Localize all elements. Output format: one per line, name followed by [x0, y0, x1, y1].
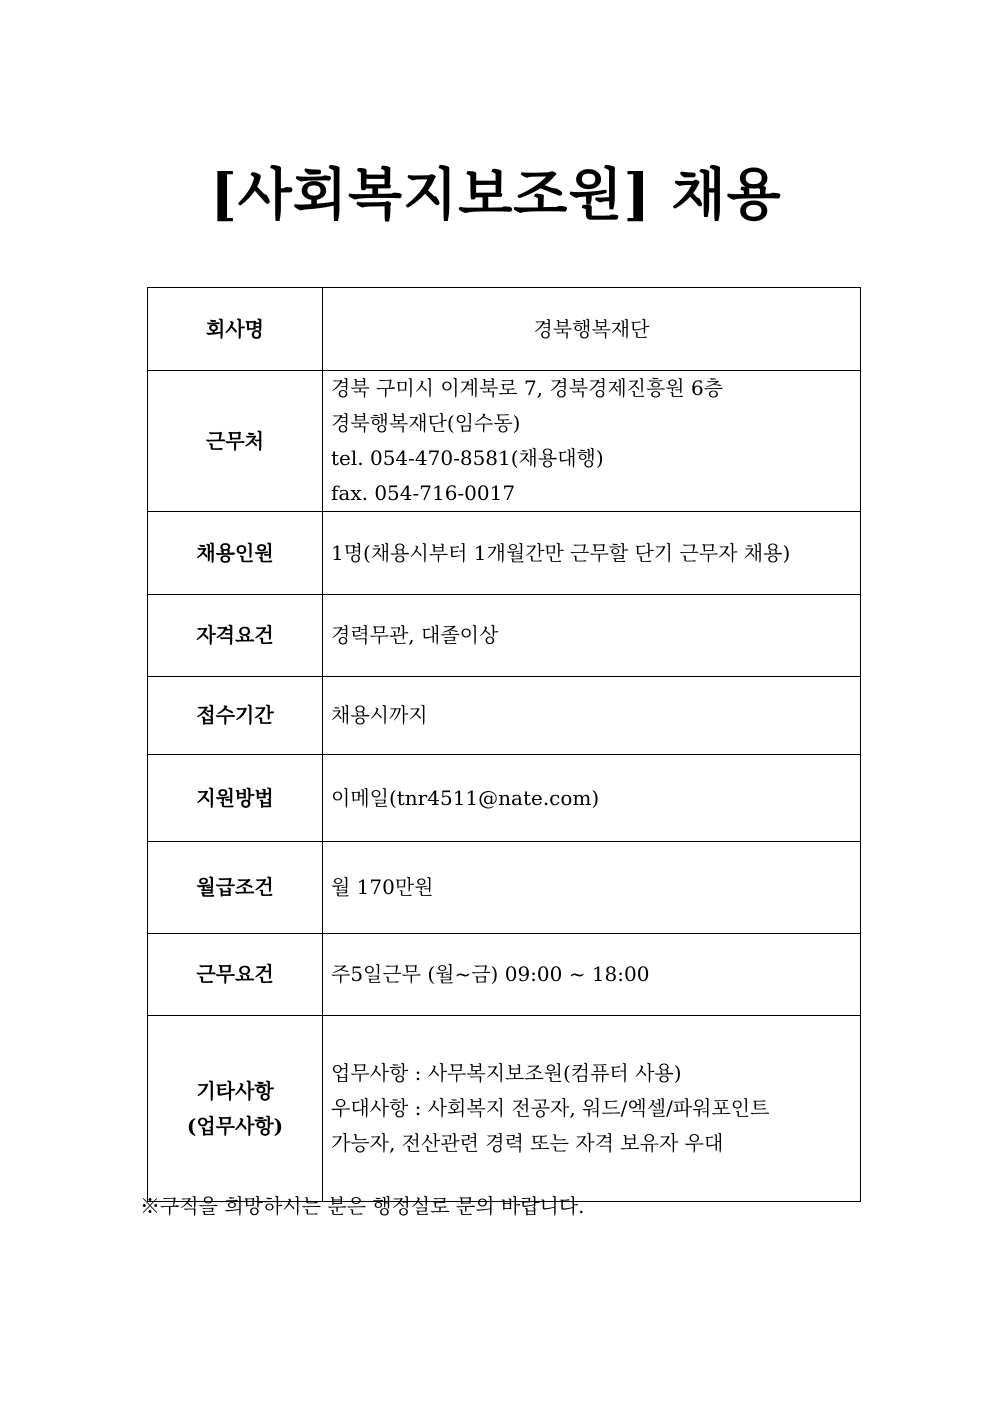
value-etc [323, 1016, 861, 1202]
workplace-tel: tel. 054-470-8581(채용대행) [331, 446, 604, 470]
footnote: ※구직을 희망하시는 분은 행정실로 문의 바랍니다. [140, 1194, 585, 1218]
page-title: [사회복지보조원] 채용 [210, 162, 782, 228]
value-workplace [323, 371, 861, 512]
workplace-fax: fax. 054-716-0017 [331, 481, 516, 505]
label-hours: 근무요건 [148, 934, 323, 1016]
value-company: 경북행복재단 [323, 288, 861, 371]
label-etc-line1: 기타사항 [196, 1078, 274, 1103]
row-hours [148, 934, 861, 1016]
label-method: 지원방법 [148, 755, 323, 842]
workplace-name: 경북행복재단(임수동) [331, 411, 521, 435]
value-hours: 주5일근무 (월~금) 09:00 ~ 18:00 [323, 934, 861, 1016]
label-qualification: 자격요건 [148, 595, 323, 677]
row-salary [148, 842, 861, 934]
row-qualification [148, 595, 861, 677]
value-method: 이메일(tnr4511@nate.com) [323, 755, 861, 842]
etc-duty: 업무사항 : 사무복지보조원(컴퓨터 사용) [331, 1061, 682, 1085]
row-etc [148, 1016, 861, 1202]
workplace-address: 경북 구미시 이계북로 7, 경북경제진흥원 6층 [331, 376, 724, 400]
label-workplace: 근무처 [148, 371, 323, 512]
row-workplace [148, 371, 861, 512]
row-headcount [148, 512, 861, 595]
etc-preference: 우대사항 : 사회복지 전공자, 워드/엑셀/파워포인트 [331, 1096, 770, 1120]
row-method [148, 755, 861, 842]
etc-preference-cont: 가능자, 전산관련 경력 또는 자격 보유자 우대 [331, 1131, 724, 1155]
row-company [148, 288, 861, 371]
label-etc-line2: (업무사항) [186, 1113, 284, 1138]
job-info-table [147, 287, 861, 1202]
label-etc [148, 1016, 323, 1202]
value-period: 채용시까지 [323, 677, 861, 755]
value-headcount: 1명(채용시부터 1개월간만 근무할 단기 근무자 채용) [323, 512, 861, 595]
label-salary: 월급조건 [148, 842, 323, 934]
label-period: 접수기간 [148, 677, 323, 755]
value-qualification: 경력무관, 대졸이상 [323, 595, 861, 677]
row-period [148, 677, 861, 755]
label-headcount: 채용인원 [148, 512, 323, 595]
label-company: 회사명 [148, 288, 323, 371]
value-salary: 월 170만원 [323, 842, 861, 934]
